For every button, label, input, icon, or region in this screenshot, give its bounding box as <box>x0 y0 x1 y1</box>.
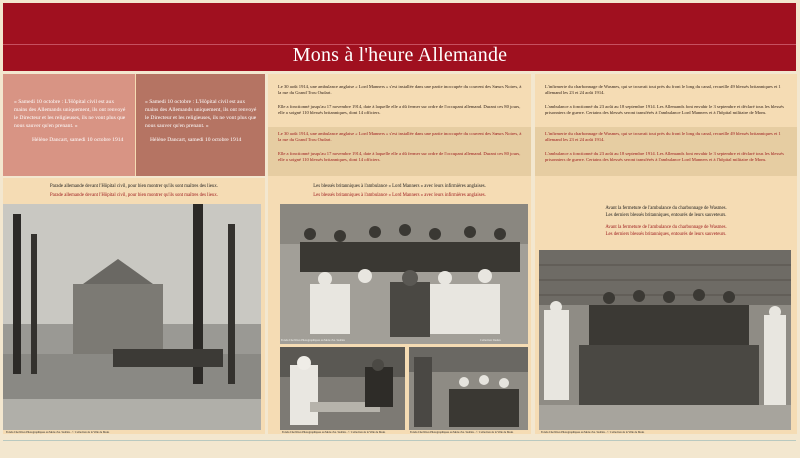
col3-caption-red-1: Avant la fermeture de l'ambulance du charbonnage de Wasmes. <box>605 225 727 230</box>
col2-caption: Les blessés britanniques à l'ambulance « Lord Manners » avec leurs infirmières anglaises. <box>313 184 486 189</box>
col3-para2-red: L'ambulance a fonctionné du 23 août au 18 septembre 1914. Les Allemands font envahir le 3 septembre et déclaré tous les blessés prisonniers de guerre. Certains des blessés seront transférés à l'ambulance Lord Manners et à l'hôpital militaire de Mons. <box>545 151 784 163</box>
col1-caption-red: Parade allemande devant l'Hôpital civil, pour bien montrer qu'ils sont maîtres des lieux. <box>50 193 218 198</box>
quote-signature-right: Hélène Dancart, samedi 10 octobre 1914 <box>150 137 242 143</box>
col3-caption-1: Avant la fermeture de l'ambulance du charbonnage de Wasmes. <box>605 206 727 211</box>
photo-small-group <box>409 347 528 430</box>
col2-para2: Elle a fonctionné jusqu'au 17 novembre 1914, date à laquelle elle a dû fermer sur ordre de l'occupant allemand. Durant ces 80 jours, elle a soigné 110 blessés britanniques, dont 14 officiers. <box>278 104 521 116</box>
col2-para1-red: Le 30 août 1914, une ambulance anglaise « Lord Manners » s'est installée dans une partie inoccupée du couvent des Sœurs Noires, à la rue du Grand Trou Oudart. <box>278 131 522 143</box>
col2-para1: Le 30 août 1914, une ambulance anglaise « Lord Manners » s'est installée dans une partie inoccupée du couvent des Sœurs Noires, à la rue du Grand Trou Oudart. <box>278 84 522 96</box>
bottom-rule <box>3 440 796 441</box>
credit-parade: Fonds d'Archives Photographiques au Mons d'A. Sadrins - © Collection de la Ville de Mons <box>6 431 110 434</box>
quote-signature-left: Hélène Dancart, samedi 10 octobre 1914 <box>32 137 124 143</box>
credit-lord-manners: Fonds d'Archives Photographiques au Mons d'A. Sadrins <box>281 339 345 342</box>
photo-parade <box>3 204 261 430</box>
col3-caption-red-2: Les derniers blessés britanniques, entourés de leurs sauveteurs. <box>605 232 727 237</box>
credit-lord-manners-b: Collection: Inuttes <box>480 339 501 342</box>
col3-para2: L'ambulance a fonctionné du 23 août au 18 septembre 1914. Les Allemands font envahir le 3 septembre et déclaré tous les blessés prisonniers de guerre. Certains des blessés seront transférés à l'ambulance Lord Manners et à l'hôpital militaire de Mons. <box>545 104 784 116</box>
credit-nurse-writing: Fonds d'Archives Photographiques au Mons d'A. Sadrins - © Collection de la Ville de Mons <box>282 431 386 434</box>
col3-caption-2: Les derniers blessés britanniques, entourés de leurs sauveteurs. <box>605 213 727 218</box>
photo-nurse-writing <box>280 347 405 430</box>
col2-caption-red: Les blessés britanniques à l'ambulance « Lord Manners » avec leurs infirmières anglaises. <box>313 193 486 198</box>
col2-para2-red: Elle a fonctionné jusqu'au 17 novembre 1914, date à laquelle elle a dû fermer sur ordre de l'occupant allemand. Durant ces 80 jours, elle a soigné 110 blessés britanniques, dont 14 officiers. <box>278 151 521 163</box>
col3-para1: L'infirmerie du charbonnage de Wasmes, qui se trouvait tout près du front le long du canal, recueille 49 blessés britanniques et 1 allemand les 23 et 24 août 1914. <box>545 84 781 96</box>
col1-caption: Parade allemande devant l'Hôpital civil, pour bien montrer qu'ils sont maîtres des lieux. <box>50 184 218 189</box>
photo-wasmes-group <box>539 250 791 430</box>
credit-small-group: Fonds d'Archives Photographiques au Mons d'A. Sadrins - © Collection de la Ville de Mons <box>410 431 514 434</box>
credit-wasmes-group: Fonds d'Archives Photographiques au Mons d'A. Sadrins - © Collection de la Ville de Mons <box>541 431 645 434</box>
quote-text-right: « Samedi 10 octobre : L'Hôpital civil est aux mains des Allemands uniquement, ils ont renvoyé le Directeur et les religieuses, ils ne vont plus que nous sauver qu'en prenant. » <box>145 99 257 129</box>
page-title: Mons à l'heure Allemande <box>292 44 508 66</box>
photo-lord-manners-group <box>280 204 528 344</box>
col3-para1-red: L'infirmerie du charbonnage de Wasmes, qui se trouvait tout près du front le long du canal, recueille 49 blessés britanniques et 1 allemand les 23 et 24 août 1914. <box>545 131 781 143</box>
quote-text-left: « Samedi 10 octobre : L'Hôpital civil est aux mains des Allemands uniquement, ils ont renvoyé le Directeur et les religieuses, ils ne vont plus que nous sauver qu'en prenant. » <box>14 99 126 129</box>
